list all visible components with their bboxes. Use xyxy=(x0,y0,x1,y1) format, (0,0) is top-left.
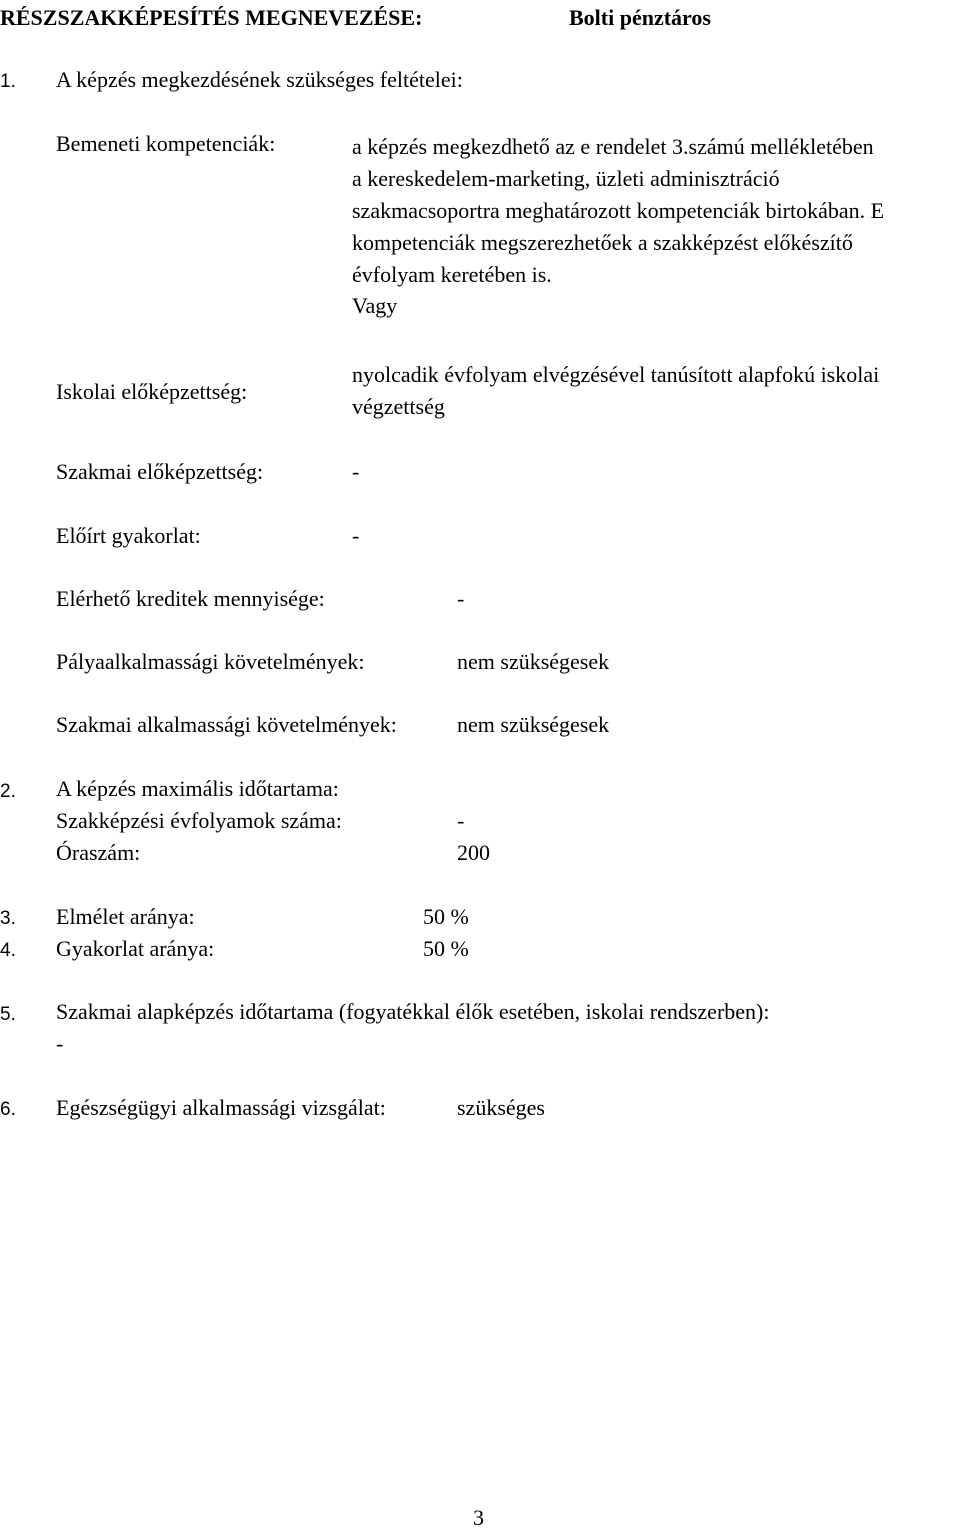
egeszsegugyi-vizsgalat-label: Egészségügyi alkalmassági vizsgálat: xyxy=(56,1095,386,1120)
szakmai-alapkepzes-value: - xyxy=(56,1031,64,1056)
elmelet-aranya-value: 50 % xyxy=(423,904,469,929)
egeszsegugyi-vizsgalat-value: szükséges xyxy=(457,1095,545,1120)
section-3-number: 3. xyxy=(0,908,16,929)
evfolyamok-szama-label: Szakképzési évfolyamok száma: xyxy=(56,808,342,833)
page-number: 3 xyxy=(473,1505,484,1530)
section-2-number: 2. xyxy=(0,781,16,802)
szakmai-elokepzettseg-value: - xyxy=(352,459,360,484)
eloirt-gyakorlat-value: - xyxy=(352,523,360,548)
szakmai-alkalmassagi-value: nem szükségesek xyxy=(457,712,610,737)
gyakorlat-aranya-label: Gyakorlat aránya: xyxy=(56,936,215,961)
section-5-number: 5. xyxy=(0,1004,16,1025)
palyaalkalmassagi-label: Pályaalkalmassági követelmények: xyxy=(56,649,365,674)
bemeneti-line-3: szakmacsoportra meghatározott kompetenciák birtokában. E xyxy=(352,198,885,223)
section-2-title: A képzés maximális időtartama: xyxy=(56,776,339,801)
elmelet-aranya-label: Elmélet aránya: xyxy=(56,904,195,929)
vagy-text: Vagy xyxy=(352,293,398,318)
section-1-number: 1. xyxy=(0,71,16,92)
kreditek-label: Elérhető kreditek mennyisége: xyxy=(56,586,325,611)
bemeneti-line-1: a képzés megkezdhető az e rendelet 3.számú mellékletében xyxy=(352,134,874,159)
section-6-number: 6. xyxy=(0,1099,16,1120)
bemeneti-line-2: a kereskedelem-marketing, üzleti adminisztráció xyxy=(352,166,780,191)
iskolai-line-2: végzettség xyxy=(352,394,445,419)
bemeneti-kompetenciak-label: Bemeneti kompetenciák: xyxy=(56,131,276,156)
szakmai-alkalmassagi-label: Szakmai alkalmassági követelmények: xyxy=(56,712,397,737)
section-4-number: 4. xyxy=(0,940,16,961)
oraszam-value: 200 xyxy=(457,840,490,865)
szakmai-alapkepzes-label: Szakmai alapképzés időtartama (fogyatékkal élők esetében, iskolai rendszerben): xyxy=(56,999,770,1024)
section-1-title: A képzés megkezdésének szükséges feltételei: xyxy=(56,67,463,92)
oraszam-label: Óraszám: xyxy=(56,840,141,865)
bemeneti-line-4: kompetenciák megszerezhetőek a szakképzést előkészítő xyxy=(352,230,853,255)
bemeneti-line-5: évfolyam keretében is. xyxy=(352,262,552,287)
kreditek-value: - xyxy=(457,586,465,611)
iskolai-elokepzettseg-label: Iskolai előképzettség: xyxy=(56,379,248,404)
eloirt-gyakorlat-label: Előírt gyakorlat: xyxy=(56,523,201,548)
qualification-name: Bolti pénztáros xyxy=(569,5,711,30)
document-heading-label: RÉSZSZAKKÉPESÍTÉS MEGNEVEZÉSE: xyxy=(0,5,423,30)
szakmai-elokepzettseg-label: Szakmai előképzettség: xyxy=(56,459,264,484)
evfolyamok-szama-value: - xyxy=(457,808,465,833)
gyakorlat-aranya-value: 50 % xyxy=(423,936,469,961)
iskolai-line-1: nyolcadik évfolyam elvégzésével tanúsított alapfokú iskolai xyxy=(352,362,880,387)
palyaalkalmassagi-value: nem szükségesek xyxy=(457,649,610,674)
